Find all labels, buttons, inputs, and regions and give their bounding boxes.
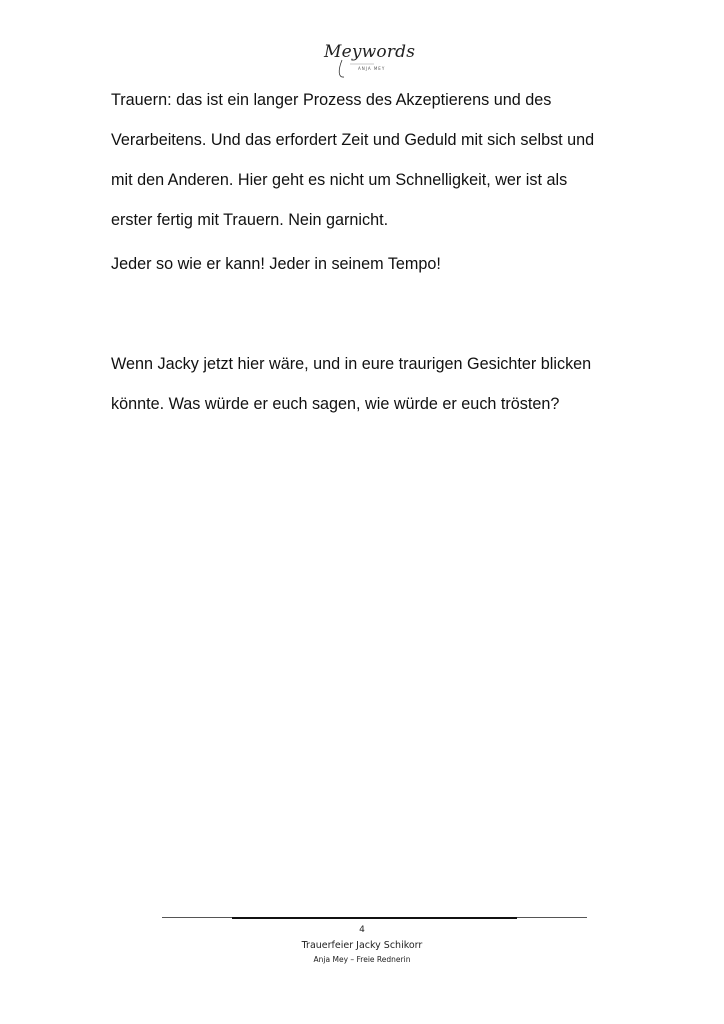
meywords-logo — [320, 40, 416, 82]
text-line: könnte. Was würde er euch sagen, wie würde er euch trösten? — [111, 395, 560, 413]
footer-divider-accent — [232, 917, 517, 919]
footer-divider — [162, 917, 587, 918]
logo-text: Meywords — [324, 42, 416, 62]
logo-subtext: ANJA MEY — [358, 66, 386, 71]
text-line: mit den Anderen. Hier geht es nicht um Schnelligkeit, wer ist als — [111, 171, 568, 189]
text-line: Jeder so wie er kann! Jeder in seinem Tempo! — [111, 255, 441, 273]
document-body — [111, 80, 651, 424]
text-line: Trauern: das ist ein langer Prozess des Akzeptierens und des — [111, 91, 552, 109]
text-line: Verarbeitens. Und das erfordert Zeit und Geduld mit sich selbst und — [111, 131, 595, 149]
page-number: 4 — [359, 925, 365, 935]
text-line: Wenn Jacky jetzt hier wäre, und in eure traurigen Gesichter blicken — [111, 355, 592, 373]
text-line: erster fertig mit Trauern. Nein garnicht. — [111, 211, 389, 229]
footer-author: Anja Mey – Freie Rednerin — [313, 955, 411, 964]
footer-title: Trauerfeier Jacky Schikorr — [301, 940, 423, 951]
